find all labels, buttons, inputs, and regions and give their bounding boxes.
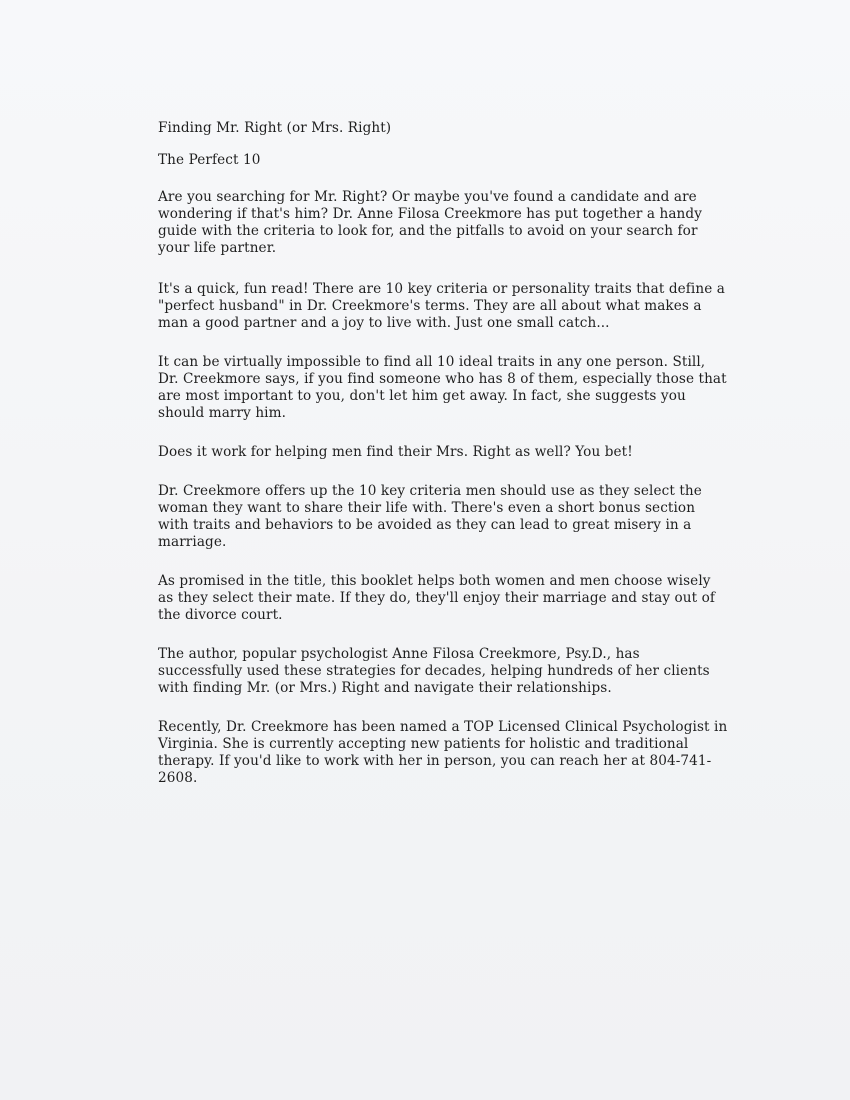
document-subtitle: The Perfect 10	[158, 152, 261, 168]
paragraph-booklet-promise: As promised in the title, this booklet helps both women and men choose wisely as they select their mate. If they do, they'll enjoy their marriage and stay out of the divorce court.	[158, 573, 716, 623]
paragraph-mrs-right: Does it work for helping men find their Mrs. Right as well? You bet!	[158, 444, 633, 460]
paragraph-intro: Are you searching for Mr. Right? Or maybe you've found a candidate and are wondering if that's him? Dr. Anne Filosa Creekmore has put together a handy guide with the criteria to look for, and the pitfalls to avoid on your search for your life partner.	[158, 189, 702, 256]
paragraph-ideal-traits: It can be virtually impossible to find all 10 ideal traits in any one person. Still, Dr. Creekmore says, if you find someone who has 8 of them, especially those that are most important to you, don't let him get away. In fact, she suggests you should marry him.	[158, 354, 727, 421]
paragraph-quick-read: It's a quick, fun read! There are 10 key criteria or personality traits that define a "perfect husband" in Dr. Creekmore's terms. They are all about what makes a man a good partner and a joy to live with. Just one small catch...	[158, 281, 725, 331]
document-body	[158, 120, 728, 805]
paragraph-contact: Recently, Dr. Creekmore has been named a TOP Licensed Clinical Psychologist in Virginia. She is currently accepting new patients for holistic and traditional therapy. If you'd like to work with her in person, you can reach her at 804-741-2608.	[158, 719, 728, 786]
paragraph-author: The author, popular psychologist Anne Filosa Creekmore, Psy.D., has successfully used these strategies for decades, helping hundreds of her clients with finding Mr. (or Mrs.) Right and navigate their relationships.	[158, 646, 710, 696]
document-title: Finding Mr. Right (or Mrs. Right)	[158, 120, 392, 136]
paragraph-criteria-men: Dr. Creekmore offers up the 10 key criteria men should use as they select the woman they want to share their life with. There's even a short bonus section with traits and behaviors to be avoided as they can lead to great misery in a marriage.	[158, 483, 702, 550]
